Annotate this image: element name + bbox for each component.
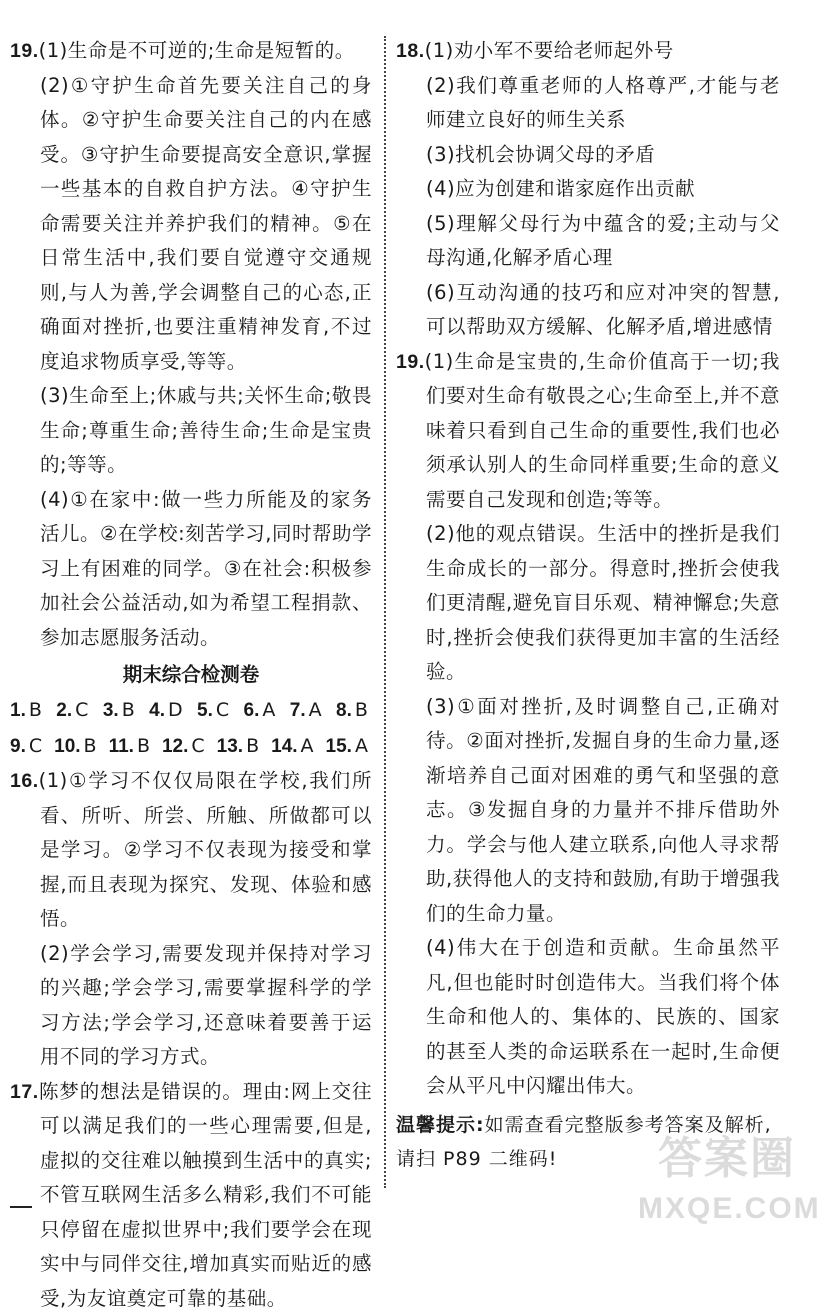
- q19r-number: 19.: [396, 351, 425, 373]
- mc-choice: C: [75, 699, 88, 721]
- mc-choice: A: [355, 735, 368, 757]
- q17-number: 17.: [10, 1081, 39, 1103]
- tip-label: 温馨提示:: [396, 1114, 485, 1136]
- mc-answer: [149, 693, 183, 729]
- mc-choice: B: [137, 735, 150, 757]
- q19-part2: (2)①守护生命首先要关注自己的身体。②守护生命要关注自己的内在感受。③守护生命要提高安全意识,掌握一些基本的自救自护方法。④守护生命需要关注并养护我们的精神。⑤在日常生活中,我们要自觉遵守交通规则,与人为善,学会调整自己的心态,正确面对挫折,也要注重精神发育,不过度追求物质享受,等等。: [10, 69, 372, 380]
- mc-answers-row-1: [10, 693, 372, 729]
- mc-answer: [162, 729, 205, 765]
- mc-number: 4.: [149, 700, 165, 721]
- q18-part5: (5)理解父母行为中蕴含的爱;主动与父母沟通,化解矛盾心理: [396, 207, 780, 276]
- mc-answer: [56, 693, 88, 729]
- q16-part2: (2)学会学习,需要发现并保持对学习的兴趣;学会学习,需要掌握科学的学习方法;学会学习,还意味着要善于运用不同的学习方式。: [10, 937, 372, 1075]
- q18-part2: (2)我们尊重老师的人格尊严,才能与老师建立良好的师生关系: [396, 69, 780, 138]
- mc-choice: D: [168, 699, 183, 721]
- mc-answer: [54, 729, 96, 765]
- q17-answer: 17.陈梦的想法是错误的。理由:网上交往可以满足我们的一些心理需要,但是,虚拟的交往难以触摸到生活中的真实;不管互联网生活多么精彩,我们不可能只停留在虚拟世界中;我们要学会在现实中与同伴交往,增加真实而贴近的感受,为友谊奠定可靠的基础。: [10, 1075, 372, 1316]
- mc-number: 11.: [109, 736, 134, 757]
- q18-part1: 18.(1)劝小军不要给老师起外号: [396, 34, 780, 69]
- mc-answer: [271, 729, 313, 765]
- mc-answer: [197, 693, 229, 729]
- q18-part3: (3)找机会协调父母的矛盾: [396, 138, 780, 173]
- mc-number: 5.: [197, 700, 213, 721]
- q19-part1: 19.(1)生命是不可逆的;生命是短暂的。: [10, 34, 372, 69]
- mc-number: 6.: [244, 700, 260, 721]
- mc-choice: B: [246, 735, 259, 757]
- mc-choice: B: [29, 699, 42, 721]
- mc-number: 15.: [326, 736, 352, 757]
- mc-choice: A: [262, 699, 275, 721]
- q19-part3: (3)生命至上;休戚与共;关怀生命;敬畏生命;尊重生命;善待生命;生命是宝贵的;等等。: [10, 379, 372, 483]
- mc-number: 1.: [10, 700, 26, 721]
- mc-number: 7.: [290, 700, 306, 721]
- mc-number: 10.: [54, 736, 80, 757]
- mc-answer: [336, 693, 368, 729]
- tip-text: 如需查看完整版参考答案及解析,请扫 P89 二维码!: [396, 1114, 772, 1170]
- mc-choice: A: [309, 699, 322, 721]
- mc-choice: B: [84, 735, 97, 757]
- mc-number: 2.: [56, 700, 72, 721]
- mc-answer: [103, 693, 135, 729]
- watermark-url: MXQE.COM: [638, 1192, 816, 1226]
- q16-number: 16.: [10, 770, 39, 792]
- mc-number: 3.: [103, 700, 119, 721]
- mc-number: 13.: [217, 736, 243, 757]
- q19r-part2: (2)他的观点错误。生活中的挫折是我们生命成长的一部分。得意时,挫折会使我们更清醒,避免盲目乐观、精神懈怠;失意时,挫折会使我们获得更加丰富的生活经验。: [396, 517, 780, 690]
- mc-number: 8.: [336, 700, 352, 721]
- mc-choice: B: [122, 699, 135, 721]
- q19r-part4: (4)伟大在于创造和贡献。生命虽然平凡,但也能时时创造伟大。当我们将个体生命和他人的、集体的、民族的、国家的甚至人类的命运联系在一起时,生命便会从平凡中闪耀出伟大。: [396, 931, 780, 1104]
- q19-part4: (4)①在家中:做一些力所能及的家务活儿。②在学校:刻苦学习,同时帮助学习上有困难的同学。③在社会:积极参加社会公益活动,如为希望工程捐款、参加志愿服务活动。: [10, 483, 372, 656]
- q19r-part3: (3)①面对挫折,及时调整自己,正确对待。②面对挫折,发掘自身的生命力量,逐渐培养自己面对困难的勇气和坚强的意志。③发掘自身的力量并不排斥借助外力。学会与他人建立联系,向他人寻求帮助,获得他人的支持和鼓励,有助于增强我们的生命力量。: [396, 690, 780, 932]
- site-watermark: [638, 1122, 816, 1226]
- mc-number: 14.: [271, 736, 297, 757]
- section-title: 期末综合检测卷: [10, 657, 372, 693]
- mc-answer: [217, 729, 259, 765]
- mc-number: 9.: [10, 736, 26, 757]
- q18-number: 18.: [396, 40, 425, 62]
- column-divider: [384, 36, 386, 1188]
- mc-choice: A: [301, 735, 314, 757]
- right-column: [396, 34, 780, 1176]
- mc-answer: [244, 693, 276, 729]
- mc-answer: [290, 693, 322, 729]
- mc-answer: [109, 729, 150, 765]
- mc-choice: C: [191, 735, 204, 757]
- mc-answer: [326, 729, 368, 765]
- watermark-logo: 答案圈: [638, 1122, 816, 1186]
- q19r-part1: 19.(1)生命是宝贵的,生命价值高于一切;我们要对生命有敬畏之心;生命至上,并不意味着只看到自己生命的重要性,我们也必须承认别人的生命同样重要;生命的意义需要自己发现和创造;等等。: [396, 345, 780, 518]
- mc-answers-row-2: [10, 729, 372, 765]
- mc-answer: [10, 729, 42, 765]
- mc-choice: C: [29, 735, 42, 757]
- q18-part4: (4)应为创建和谐家庭作出贡献: [396, 172, 780, 207]
- q16-part1: 16.(1)①学习不仅仅局限在学校,我们所看、所听、所尝、所触、所做都可以是学习。②学习不仅表现为接受和掌握,而且表现为探究、发现、体验和感悟。: [10, 764, 372, 937]
- q19-number: 19.: [10, 40, 39, 62]
- footer-dash: [10, 1206, 32, 1208]
- mc-number: 12.: [162, 736, 188, 757]
- mc-choice: C: [216, 699, 229, 721]
- q18-part6: (6)互动沟通的技巧和应对冲突的智慧,可以帮助双方缓解、化解矛盾,增进感情: [396, 276, 780, 345]
- left-column: [10, 34, 372, 1316]
- mc-choice: B: [355, 699, 368, 721]
- mc-answer: [10, 693, 42, 729]
